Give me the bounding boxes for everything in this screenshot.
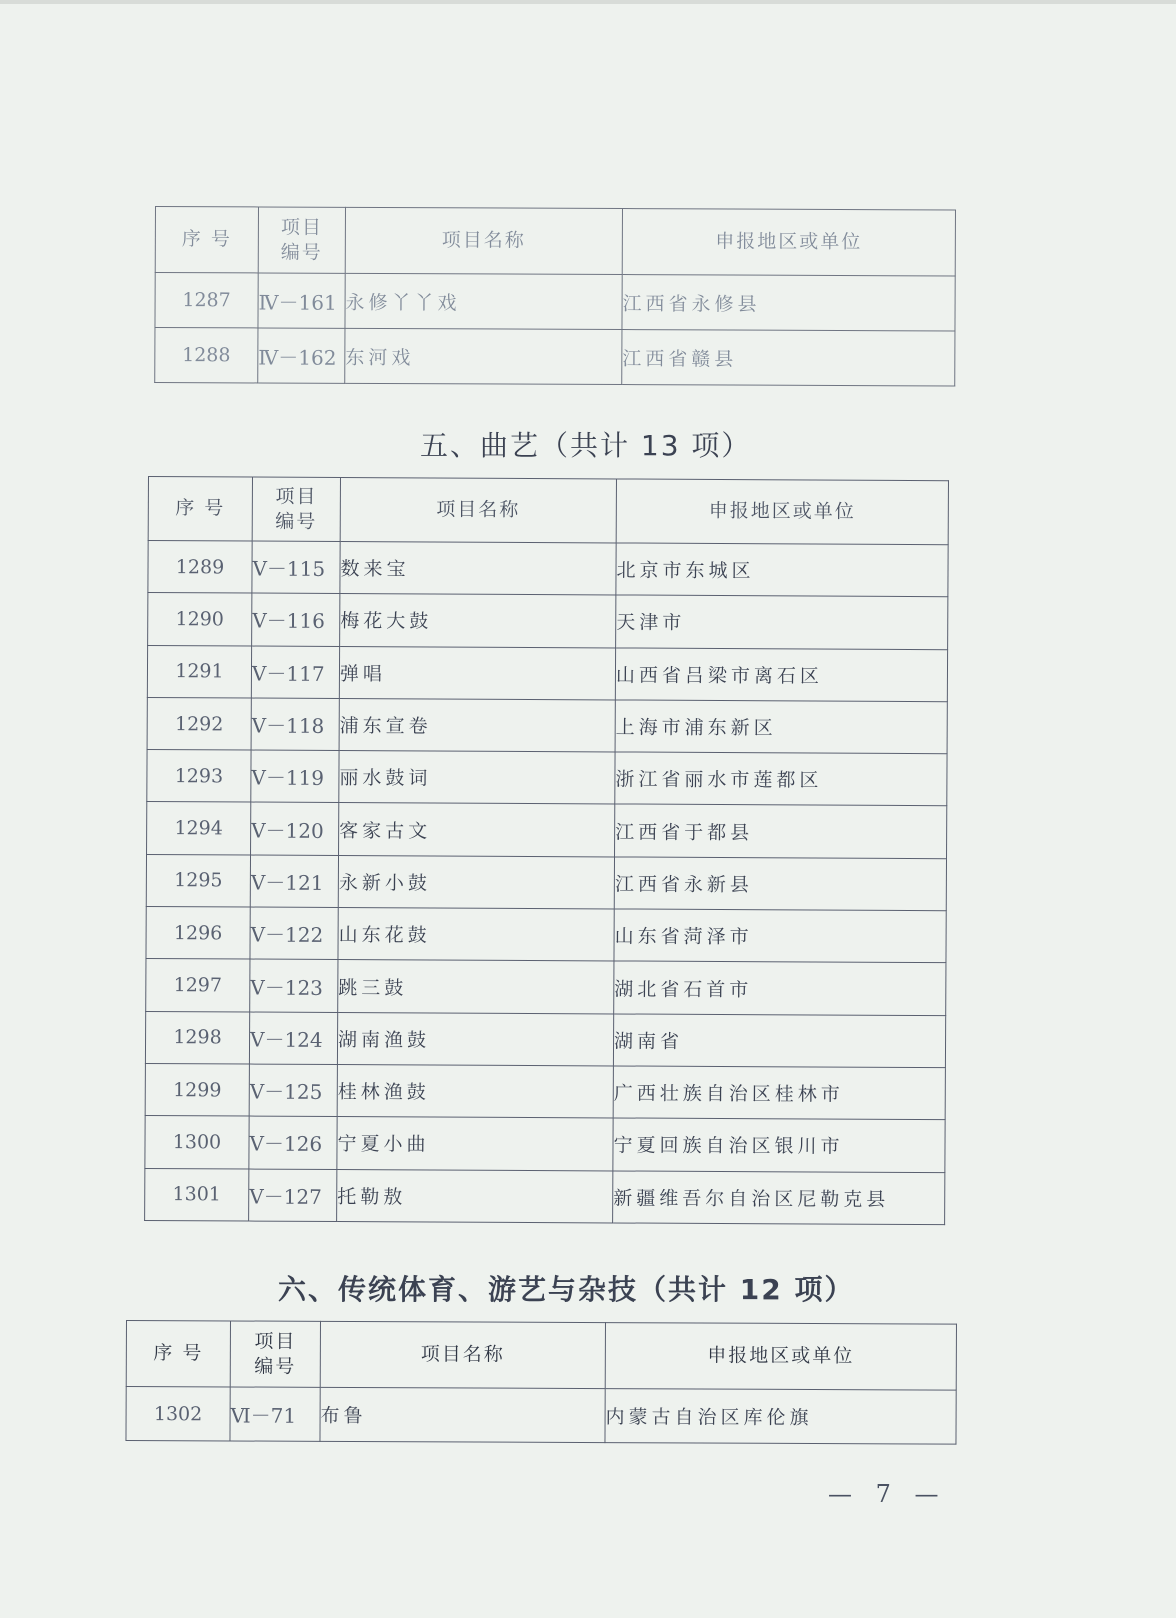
table-row [147,645,947,701]
row-region: 江西省赣县 [622,330,955,386]
row-code: Ⅳ－161 [258,273,345,328]
row-seq: 1297 [146,959,250,1012]
header-code-line2: 编号 [280,241,323,264]
row-code: Ⅴ－125 [249,1064,337,1117]
row-name: 数来宝 [340,542,616,596]
table-row [148,593,948,649]
table-header-row [155,207,955,276]
row-code: Ⅴ－121 [250,855,338,908]
table-row [126,1387,956,1445]
row-seq: 1294 [147,802,251,855]
header-region: 申报地区或单位 [622,209,955,276]
table-row [145,1116,945,1172]
row-code: Ⅴ－119 [251,750,339,803]
table-row [147,750,947,806]
row-code: Ⅴ－123 [250,959,338,1012]
row-seq: 1298 [145,1011,249,1064]
row-name: 丽水鼓词 [339,751,615,805]
header-code [230,1321,320,1387]
row-region: 宁夏回族自治区银川市 [613,1118,945,1172]
table-row [146,907,946,963]
header-name: 项目名称 [340,478,616,543]
table-section4-continued [154,206,956,386]
row-code: Ⅴ－124 [249,1012,337,1065]
row-name: 浦东宣卷 [339,698,615,752]
row-seq: 1288 [155,328,258,383]
table-row [146,959,946,1015]
table-header-row [126,1321,956,1391]
row-region: 浙江省丽水市莲都区 [615,752,947,806]
header-code-line1: 项目 [275,485,318,508]
row-seq: 1293 [147,750,251,803]
header-region: 申报地区或单位 [616,479,948,545]
row-region: 江西省永新县 [614,857,946,911]
row-name: 跳三鼓 [338,960,614,1014]
row-code: Ⅴ－120 [251,803,339,856]
page-number: — 7 — [828,1480,947,1508]
table-row [146,854,946,910]
row-seq: 1295 [146,854,250,907]
header-name: 项目名称 [320,1321,605,1388]
header-code [252,477,340,541]
header-seq: 序 号 [126,1321,230,1387]
header-code-line2: 编号 [254,1355,297,1378]
table-row [147,697,947,753]
row-seq: 1301 [145,1168,249,1221]
table-header-row [148,477,948,545]
row-seq: 1302 [126,1387,230,1441]
row-seq: 1287 [155,273,258,328]
row-name: 桂林渔鼓 [337,1064,613,1118]
row-region: 广西壮族自治区桂林市 [613,1066,945,1120]
row-code: Ⅴ－127 [249,1169,337,1222]
page-top-edge [0,0,1176,4]
row-region: 内蒙古自治区库伦旗 [605,1389,956,1445]
header-code-line1: 项目 [254,1330,297,1353]
row-code: Ⅴ－116 [252,593,340,646]
row-name: 山东花鼓 [338,908,614,962]
row-seq: 1289 [148,541,252,594]
row-name: 梅花大鼓 [340,594,616,648]
row-name: 弹唱 [339,646,615,700]
row-code: Ⅴ－118 [251,698,339,751]
header-code-line2: 编号 [275,510,318,533]
table-row [145,1063,945,1119]
table-section5 [144,476,949,1225]
row-region: 山西省吕梁市离石区 [615,648,947,702]
row-region: 江西省于都县 [615,804,947,858]
table-row [155,328,955,386]
row-name: 东河戏 [345,328,622,384]
header-seq: 序 号 [155,207,258,273]
row-code: Ⅵ－71 [230,1387,320,1441]
row-region: 上海市浦东新区 [615,700,947,754]
row-code: Ⅴ－117 [251,646,339,699]
row-seq: 1296 [146,907,250,960]
row-seq: 1300 [145,1116,249,1169]
header-seq: 序 号 [148,477,252,542]
row-code: Ⅴ－115 [252,541,340,594]
row-name: 宁夏小曲 [337,1117,613,1171]
header-region: 申报地区或单位 [605,1323,956,1391]
table-row [147,802,947,858]
row-region: 湖南省 [613,1014,945,1068]
section5-title: 五、曲艺（共计 13 项） [420,429,752,462]
table-row [148,541,948,597]
header-name: 项目名称 [345,207,622,274]
row-region: 北京市东城区 [616,543,948,597]
table-row [155,273,955,331]
row-region: 新疆维吾尔自治区尼勒克县 [613,1171,945,1225]
row-region: 山东省菏泽市 [614,909,946,963]
row-name: 布鲁 [320,1387,605,1442]
table-section6 [125,1320,957,1445]
row-region: 湖北省石首市 [614,961,946,1015]
row-seq: 1292 [147,697,251,750]
row-region: 天津市 [616,595,948,649]
row-name: 湖南渔鼓 [337,1012,613,1066]
table-row [145,1168,945,1224]
row-code: Ⅳ－162 [258,328,345,383]
row-name: 永新小鼓 [338,855,614,909]
header-code-line1: 项目 [280,216,323,239]
header-code [258,207,345,273]
table-row [145,1011,945,1067]
section6-title: 六、传统体育、游艺与杂技（共计 12 项） [278,1273,855,1306]
row-seq: 1299 [145,1063,249,1116]
row-region: 江西省永修县 [622,275,955,331]
row-seq: 1291 [147,645,251,698]
row-code: Ⅴ－126 [249,1116,337,1169]
row-name: 客家古文 [339,803,615,857]
row-code: Ⅴ－122 [250,907,338,960]
row-seq: 1290 [148,593,252,646]
row-name: 托勒敖 [337,1169,613,1223]
row-name: 永修丫丫戏 [345,273,622,329]
